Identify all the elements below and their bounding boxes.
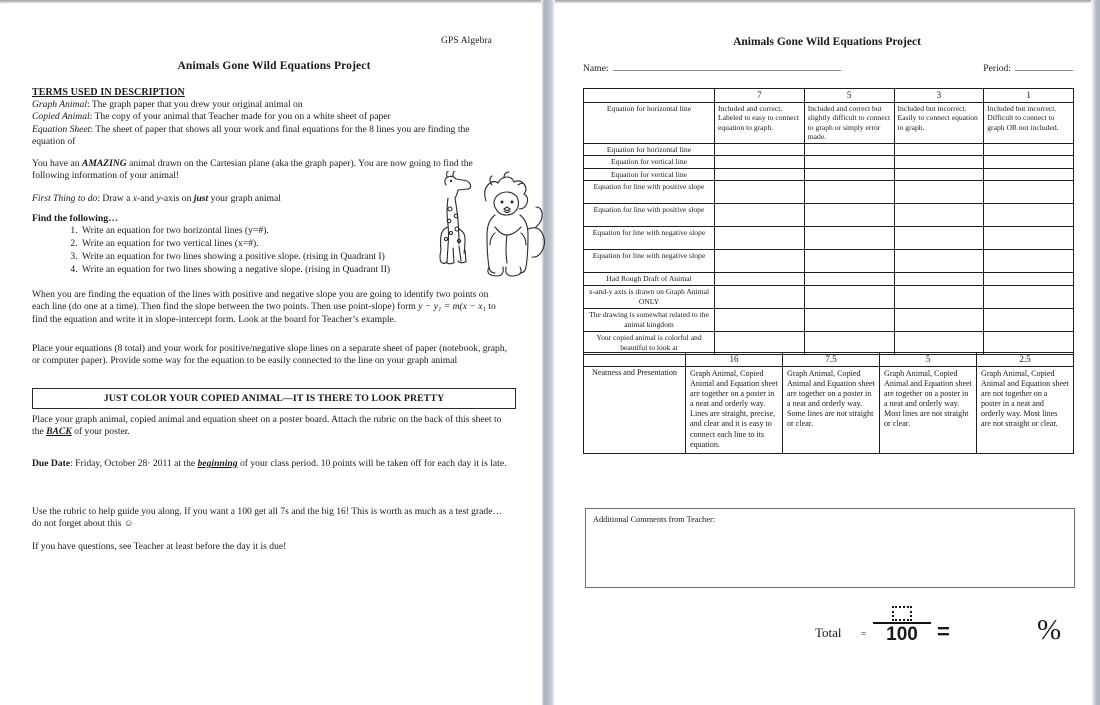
giraffe-and-lion-illustration <box>424 171 552 287</box>
score-header-5: 5 <box>804 89 894 103</box>
score-cell[interactable] <box>715 309 805 332</box>
table-row <box>584 168 1074 181</box>
due-date-label: Due Date <box>32 458 71 469</box>
page-right <box>557 3 1091 702</box>
term-equation-sheet: Equation Sheet <box>32 123 91 135</box>
total-equals-large: = <box>937 619 950 644</box>
score-cell[interactable] <box>804 250 894 273</box>
first-thing-y: y <box>156 193 161 204</box>
table-row <box>584 204 1074 227</box>
score-cell[interactable] <box>984 309 1074 332</box>
task-item: 3. Write an equation for two lines showing a positive slope. (rising in Quadrant I) <box>80 250 390 263</box>
name-input-line[interactable] <box>613 61 841 71</box>
criterion-label: Equation for line with negative slope <box>584 227 715 250</box>
table-row-header <box>584 89 1074 103</box>
score-cell[interactable] <box>984 156 1074 169</box>
table-row <box>584 143 1074 156</box>
score-cell[interactable] <box>715 181 805 204</box>
due-date-beginning: beginning <box>197 458 238 469</box>
total-numerator-placeholder-box[interactable] <box>892 606 912 621</box>
score-header-1: 1 <box>984 89 1074 103</box>
descriptor-cell-7: Included and correct. Labeled to easy to connect equation to graph. <box>715 103 805 144</box>
terms-list <box>32 99 502 149</box>
task-item: 2. Write an equation for two vertical lines (x=#). <box>80 237 390 250</box>
neatness-score-header-75: 7.5 <box>783 353 880 367</box>
rubric-neatness-table <box>583 352 1074 454</box>
first-thing-d: your graph animal <box>208 193 281 204</box>
task-item: 4. Write an equation for two lines showing a negative slope. (rising in Quadrant II) <box>80 263 390 276</box>
score-cell[interactable] <box>715 156 805 169</box>
period-label: Period: <box>983 63 1011 74</box>
criterion-label: Equation for vertical line <box>584 156 715 169</box>
score-cell[interactable] <box>715 273 805 286</box>
teacher-comments-box[interactable] <box>585 508 1075 588</box>
first-thing-b: -and <box>137 193 157 204</box>
score-cell[interactable] <box>894 156 984 169</box>
descriptor-cell-3: Included but incorrect. Easily to connect equation to graph. <box>894 103 984 144</box>
place-animal-a: Place your graph animal, copied animal and equation sheet on a poster board. Attach the rubric on the back of this sheet to the <box>32 414 502 438</box>
score-cell[interactable] <box>894 250 984 273</box>
criterion-label: Equation for line with negative slope <box>584 250 715 273</box>
place-animal-b: of your poster. <box>71 426 130 438</box>
table-row <box>584 250 1074 273</box>
table-row <box>584 309 1074 332</box>
course-tag: GPS Algebra <box>441 36 492 46</box>
score-cell[interactable] <box>894 227 984 250</box>
score-cell[interactable] <box>894 204 984 227</box>
total-denominator: 100 <box>886 624 918 645</box>
first-thing-just: just <box>193 193 209 204</box>
due-date-paragraph <box>32 458 510 470</box>
neatness-descriptor-75: Graph Animal, Copied Animal and Equation sheet are together on a poster in a neat and orderly way. Some lines are not straight or clear. <box>783 367 880 454</box>
table-row <box>584 181 1074 204</box>
term-graph-animal: Graph Animal <box>32 99 87 110</box>
period-input-line[interactable] <box>1015 61 1073 71</box>
criterion-label: Equation for horizontal line <box>584 143 715 156</box>
term-graph-animal-def: : The graph paper that you drew your original animal on <box>87 99 303 110</box>
place-animal-paragraph <box>32 414 510 439</box>
score-cell[interactable] <box>804 156 894 169</box>
amazing-emphasis: AMAZING <box>81 158 127 169</box>
score-header-3: 3 <box>894 89 984 103</box>
find-the-following-heading: Find the following… <box>32 213 119 224</box>
due-date-b: of your class period. 10 points will be taken off for each day it is late. <box>237 458 507 469</box>
color-animal-banner: JUST COLOR YOUR COPIED ANIMAL—IT IS THERE TO LOOK PRETTY <box>32 388 516 409</box>
score-cell[interactable] <box>804 309 894 332</box>
teacher-comments-label: Additional Comments from Teacher: <box>593 515 716 524</box>
when-you-text-b: to find the equation and write it in slope-intercept form. Look at the board for Teacher’s example. <box>32 301 496 325</box>
task-list <box>50 224 390 276</box>
rubric-corner-cell <box>584 89 715 103</box>
score-cell[interactable] <box>894 286 984 309</box>
first-thing-c: -axis on <box>160 193 194 204</box>
amazing-text-b: animal drawn on the Cartesian plane (aka the graph paper). You are now going to find the following information of your animal! <box>32 158 473 182</box>
score-cell[interactable] <box>715 168 805 181</box>
score-cell[interactable] <box>804 168 894 181</box>
table-row <box>584 273 1074 286</box>
score-cell[interactable] <box>894 181 984 204</box>
criterion-label: Equation for vertical line <box>584 168 715 181</box>
animal-drawing-svg <box>424 171 552 287</box>
total-label: Total <box>815 625 842 640</box>
place-animal-back: BACK <box>46 426 72 438</box>
table-row <box>584 156 1074 169</box>
table-row <box>584 286 1074 309</box>
use-rubric-paragraph: Use the rubric to help guide you along. If you want a 100 get all 7s and the big 16! This is worth as much as a test grade…do not forget about this ☺ <box>32 506 503 530</box>
score-cell[interactable] <box>804 143 894 156</box>
score-cell[interactable] <box>984 181 1074 204</box>
term-equation-sheet-def: : The sheet of paper that shows all your work and final equations for the 8 lines you are finding the equation of <box>32 123 470 148</box>
when-you-text-a: When you are finding the equation of the lines with positive and negative slope you are going to identify two points on each line (do one at a time). Then find the slope between the two points. Then use point-slope) form <box>32 289 489 313</box>
descriptor-cell-5: Included and correct but slightly difficult to connect to graph or simply error made. <box>804 103 894 144</box>
total-score-row <box>585 605 1075 665</box>
total-percent-symbol: % <box>1037 614 1062 646</box>
score-cell[interactable] <box>984 227 1074 250</box>
neatness-corner-cell <box>584 353 686 367</box>
terms-heading: TERMS USED IN DESCRIPTION <box>32 87 185 98</box>
neatness-criterion-label: Neatness and Presentation <box>584 367 686 454</box>
giraffe-icon <box>440 171 471 264</box>
page-title: Animals Gone Wild Equations Project <box>177 60 371 72</box>
amazing-text-a: You have an <box>32 158 82 169</box>
score-cell[interactable] <box>984 143 1074 156</box>
name-period-row <box>583 61 1073 74</box>
table-row-header <box>584 353 1074 367</box>
score-cell[interactable] <box>804 286 894 309</box>
score-cell[interactable] <box>984 250 1074 273</box>
score-cell[interactable] <box>715 227 805 250</box>
term-copied-animal: Copied Animal <box>32 111 90 123</box>
criterion-label: The drawing is somewhat related to the animal kingdom <box>584 309 715 332</box>
criterion-label: x-and-y axis is drawn on Graph Animal ONLY <box>584 286 715 309</box>
first-thing-x: x <box>132 193 138 204</box>
rubric-title: Animals Gone Wild Equations Project <box>733 36 921 48</box>
criterion-label: Equation for line with positive slope <box>584 204 715 227</box>
score-cell[interactable] <box>804 181 894 204</box>
page-left <box>4 3 539 702</box>
page-gutter <box>541 0 555 705</box>
score-cell[interactable] <box>894 143 984 156</box>
score-cell[interactable] <box>984 168 1074 181</box>
score-cell[interactable] <box>804 204 894 227</box>
score-cell[interactable] <box>715 286 805 309</box>
questions-paragraph: If you have questions, see Teacher at least before the day it is due! <box>32 541 287 552</box>
table-row <box>584 367 1074 454</box>
score-cell[interactable] <box>984 286 1074 309</box>
neatness-descriptor-16: Graph Animal, Copied Animal and Equation sheet are together on a poster in a neat and orderly way. Lines are straight, precise, and clear and it is easy to connect each line to its equation. <box>686 367 783 454</box>
score-cell[interactable] <box>715 204 805 227</box>
criterion-label: Your copied animal is colorful and beautiful to look at <box>584 332 715 355</box>
table-row <box>584 103 1074 144</box>
point-slope-formula: y − y₁ = m(x − x₁ <box>418 301 486 313</box>
total-fraction <box>873 605 931 645</box>
due-date-a: : Friday, October 28· 2011 at the <box>70 458 198 469</box>
criterion-label: Had Rough Draft of Animal <box>584 273 715 286</box>
neatness-score-header-25: 2.5 <box>977 353 1074 367</box>
neatness-descriptor-25: Graph Animal, Copied Animal and Equation sheet are not together on a poster in a neat and orderly way. Most lines are not straight or clear. <box>977 367 1074 454</box>
name-label: Name: <box>583 63 609 74</box>
score-cell[interactable] <box>804 227 894 250</box>
score-header-7: 7 <box>715 89 805 103</box>
place-equations-paragraph: Place your equations (8 total) and your work for positive/negative slope lines on a separate sheet of paper (notebook, graph, or computer paper). Provide some way for the equation to be easily connected to the line on your graph animal <box>32 343 508 367</box>
total-equals-small: = <box>861 629 867 639</box>
first-thing-label: First Thing to do <box>32 193 98 204</box>
descriptor-cell-1: Included but incorrect. Difficult to connect to graph OR not included. <box>984 103 1074 144</box>
rubric-main-table <box>583 88 1074 355</box>
score-cell[interactable] <box>984 204 1074 227</box>
score-cell[interactable] <box>715 143 805 156</box>
criterion-label: Equation for line with positive slope <box>584 181 715 204</box>
score-cell[interactable] <box>894 168 984 181</box>
score-cell[interactable] <box>894 273 984 286</box>
score-cell[interactable] <box>804 273 894 286</box>
score-cell[interactable] <box>715 250 805 273</box>
neatness-descriptor-5: Graph Animal, Copied Animal and Equation sheet are together on a poster in a neat and orderly way. Most lines are not straight or clear. <box>880 367 977 454</box>
point-slope-paragraph <box>32 289 508 326</box>
neatness-score-header-16: 16 <box>686 353 783 367</box>
lion-icon <box>485 172 545 276</box>
task-item: 1. Write an equation for two horizontal lines (y=#). <box>80 224 390 237</box>
first-thing-a: : Draw a <box>97 193 133 204</box>
table-row <box>584 227 1074 250</box>
page-right-edge <box>1091 0 1100 705</box>
term-copied-animal-def: : The copy of your animal that Teacher made for you on a white sheet of paper <box>89 111 391 123</box>
score-cell[interactable] <box>984 273 1074 286</box>
score-cell[interactable] <box>894 309 984 332</box>
criterion-label: Equation for horizontal line <box>584 103 715 144</box>
neatness-score-header-5: 5 <box>880 353 977 367</box>
